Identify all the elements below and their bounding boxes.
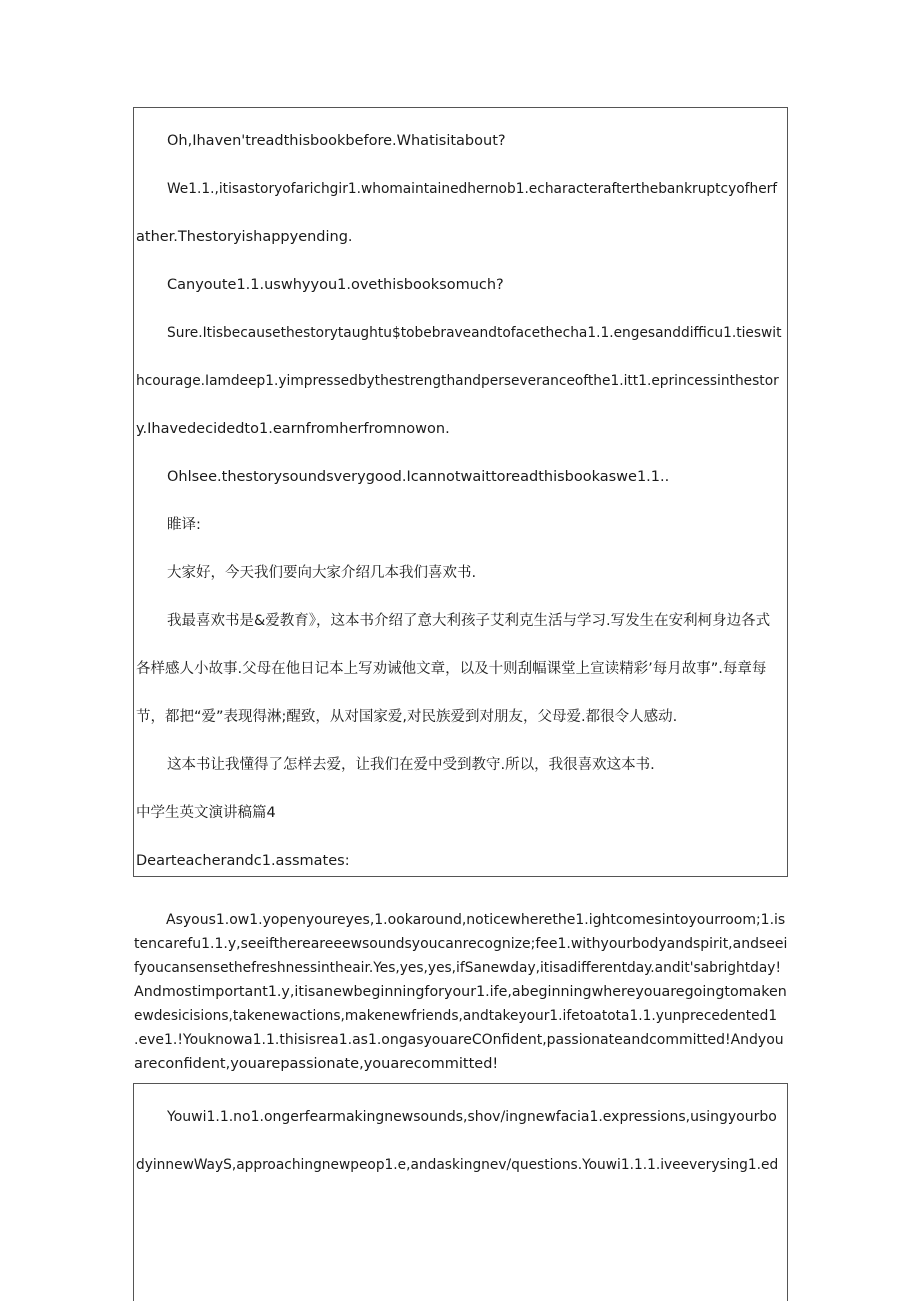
- salutation: Dearteacherandc1.assmates:: [136, 853, 350, 869]
- text-frame-bottom: [133, 1083, 788, 1301]
- speech-line: .eve1.!Youknowa1.1.thisisrea1.as1.ongasyouareCOnfident,passionateandcommitted!Andyou: [134, 1032, 784, 1048]
- translation-line: 大家好，今天我们要向大家介绍几本我们喜欢书.: [167, 565, 477, 581]
- speech-line: Asyous1.ow1.yopenyoureyes,1.ookaround,noticewherethe1.ightcomesintoyourroom;1.is: [166, 912, 786, 928]
- dialogue-line: Ohlsee.thestorysoundsverygood.Icannotwaittoreadthisbookaswe1.1..: [167, 469, 670, 485]
- speech-line: tencarefu1.1.y,seeifthereareeewsoundsyoucanrecognize;fee1.withyourbodyandspirit,andseei: [134, 936, 788, 952]
- dialogue-line: Oh,Ihaven'treadthisbookbefore.Whatisitabout?: [167, 133, 506, 149]
- speech-line: ewdesicisions,takenewactions,makenewfriends,andtakeyour1.ifetoatota1.1.yunprecedented1: [134, 1008, 778, 1024]
- dialogue-line: We1.1.,itisastoryofarichgir1.whomaintainedhernob1.echaracterafterthebankruptcyofherf: [167, 181, 778, 197]
- speech-line: dyinnewWayS,approachingnewpeop1.e,andaskingnev/questions.Youwi1.1.1.iveeverysing1.ed: [136, 1157, 779, 1173]
- translation-line: 这本书让我懂得了怎样去爱，让我们在爱中受到教守.所以，我很喜欢这本书.: [167, 757, 655, 773]
- speech-line: areconfident,youarepassionate,youarecommitted!: [134, 1056, 499, 1072]
- translation-line: 节，都把“爱”表现得淋;醒致，从对国家爱,对民族爱到对朋友，父母爱.都很令人感动.: [136, 709, 678, 725]
- dialogue-line: ather.Thestoryishappyending.: [136, 229, 353, 245]
- translation-heading: 睢译:: [167, 517, 201, 533]
- section-title: 中学生英文演讲稿篇4: [136, 805, 276, 821]
- dialogue-line: hcourage.Iamdeep1.yimpressedbythestrengthandperseveranceofthe1.itt1.eprincessinthestor: [136, 373, 779, 389]
- dialogue-line: y.Ihavedecidedto1.earnfromherfromnowon.: [136, 421, 450, 437]
- speech-line: Andmostimportant1.y,itisanewbeginningforyour1.ife,abeginningwhereyouaregoingtomaken: [134, 984, 787, 1000]
- speech-line: fyoucansensethefreshnessintheair.Yes,yes,yes,ifSanewday,itisadifferentday.andit'sabrightday!: [134, 960, 781, 976]
- translation-line: 各样感人小故事.父母在他日记本上写劝诫他文章，以及十则刮幅课堂上宣读精彩’每月故事”.每章每: [136, 661, 767, 677]
- text-frame-top: [133, 107, 788, 877]
- speech-line: Youwi1.1.no1.ongerfearmakingnewsounds,shov/ingnewfacia1.expressions,usingyourbo: [167, 1109, 777, 1125]
- dialogue-line: Sure.Itisbecausethestorytaughtu$tobebraveandtofacethecha1.1.engesanddifficu1.tieswit: [167, 325, 782, 341]
- dialogue-line: Canyoute1.1.uswhyyou1.ovethisbooksomuch?: [167, 277, 504, 293]
- translation-line: 我最喜欢书是&爱教育》，这本书介绍了意大利孩子艾利克生活与学习.写发生在安利柯身边各式: [167, 613, 771, 629]
